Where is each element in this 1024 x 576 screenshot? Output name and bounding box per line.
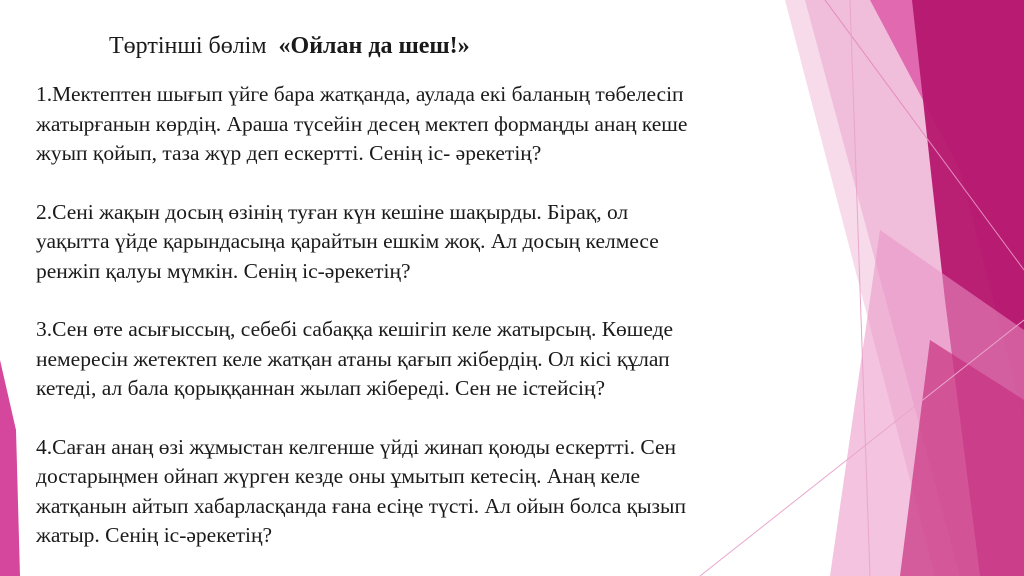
question-3: 3.Сен өте асығыссың, себебі сабаққа кешігіп келе жатырсың. Көшеде немересін жетектеп келе жатқан атаны қағып жібердің. Ол кісі құлап кетеді, ал бала қорыққаннан жылап жібереді. Сен не істейсің? xyxy=(36,317,674,400)
question-2: 2.Сені жақын досың өзінің туған күн кешіне шақырды. Бірақ, ол уақытта үйде қарындасыңа қарайтын ешкім жоқ. Ал досың келмесе ренжіп қалуы мүмкін. Сенің іс-әрекетің? xyxy=(36,199,659,283)
title-main: «Ойлан да шеш!» xyxy=(278,33,470,59)
question-4: 4.Саған анаң өзі жұмыстан келгенше үйді жинап қоюды ескертті. Сен достарыңмен ойнап жүрген кезде оны ұмытып кетесің. Анаң келе жатқанын айтып хабарласқанда ғана есіңе түсті. Ал ойын болса қызып жатыр. Сенің іс-әрекетің? xyxy=(36,434,686,547)
title-prefix: Төртінші бөлім xyxy=(109,33,267,59)
questions-body xyxy=(36,80,826,551)
slide-title xyxy=(109,30,470,62)
question-1: 1.Мектептен шығып үйге бара жатқанда, аулада екі баланың төбелесіп жатырғанын көрдің. Араша түсейін десең мектеп формаңды анаң кеше жуып қойып, таза жүр деп ескертті. Сенің іс- әрекетің? xyxy=(36,82,688,165)
decor-left-accent xyxy=(0,360,20,576)
